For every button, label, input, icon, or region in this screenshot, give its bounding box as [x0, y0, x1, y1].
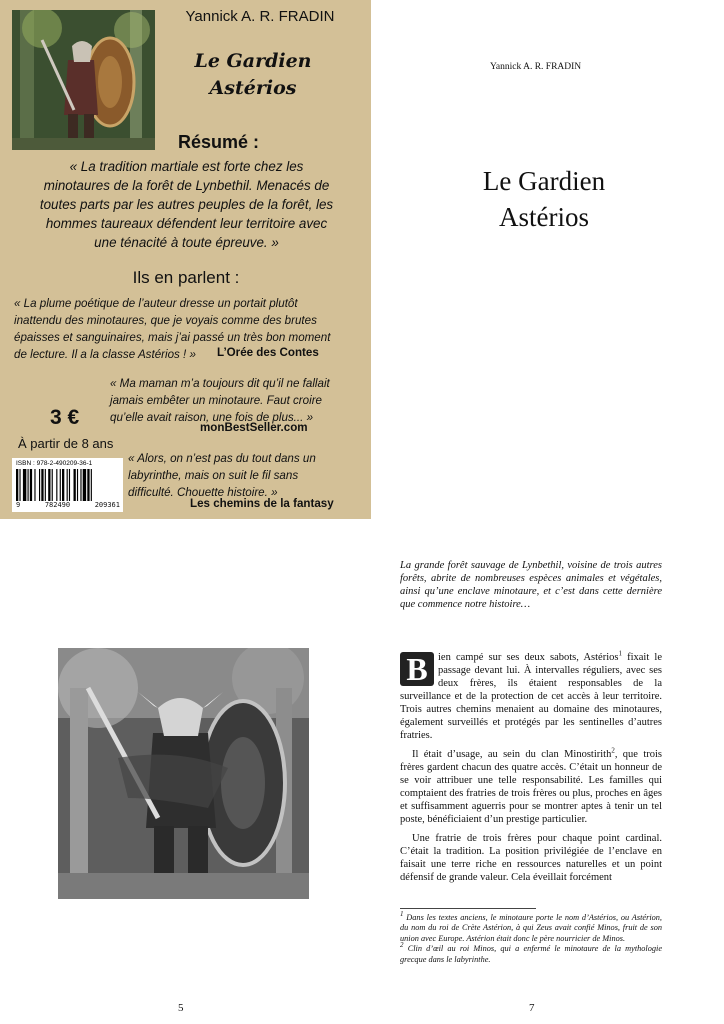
barcode-digit-group: 209361	[94, 501, 120, 509]
body-text	[400, 651, 662, 890]
page-number: 7	[529, 1002, 535, 1014]
footnote-marker-2[interactable]: 2	[611, 746, 615, 755]
resume-text	[14, 157, 359, 252]
barcode	[12, 458, 123, 512]
cover-illustration-minotaur	[12, 10, 155, 150]
reviews-heading: Ils en parlent :	[132, 268, 240, 287]
age-range: À partir de 8 ans	[18, 436, 114, 451]
resume-line: « La tradition martiale est forte chez les	[69, 159, 304, 174]
back-cover	[0, 0, 371, 519]
barcode-bar	[16, 469, 18, 501]
footnote-2-text: Clin d’œil au roi Minos, qui a enfermé le minotaure de la mythologie grecque dans le labyrinthe.	[400, 944, 663, 964]
barcode-bar	[28, 469, 29, 501]
paragraph-2	[400, 748, 662, 826]
barcode-digits	[16, 501, 120, 509]
cover-title	[178, 48, 328, 102]
review-line: de lecture. Il a la classe Astérios ! »	[14, 348, 196, 361]
cover-author: Yannick A. R. FRADIN	[185, 8, 335, 25]
paragraph-1-part-b: fixait le passage devant lui. À intervalles réguliers, avec ses deux frères, ils étaient responsables de la surveillance et de la protection de cet accès à leur territoire. Trois autres chemins menaient au domaine des minotaures, également surveillés et protégés par les sentinelles d’autres fratries.	[400, 652, 662, 741]
footnote-1-number: 1	[400, 910, 404, 919]
review-line: « Alors, on n’est pas du tout dans un	[128, 452, 316, 465]
barcode-bar	[23, 469, 26, 501]
page-number: 5	[178, 1002, 184, 1014]
drop-cap: B	[400, 652, 434, 686]
barcode-bar	[87, 469, 89, 501]
isbn-label: ISBN : 978-2-490209-36-1	[16, 460, 93, 467]
barcode-bar	[83, 469, 86, 501]
paragraph-3: Une fratrie de trois frères pour chaque point cardinal. C’était la tradition. La position privilégiée de l’enclave en faisait une terre riche en ressources naturelles et un point défensif de grande valeur. Cela éveillait forcément	[400, 833, 662, 883]
paragraph-2-part-b: , que trois frères gardent chacun des quatre accès. C’était un honneur de se voir attribuer une telle responsabilité. Les familles qui comptaient des fratries de trois frères ou plus, proches en âges et suffisamment aguerris pour se montrer aptes à tenir un tel poste, bénéficiaient d’un prestige particulier.	[400, 749, 662, 825]
review-line: « La plume poétique de l’auteur dresse un portait plutôt	[14, 297, 298, 310]
barcode-bar	[67, 469, 68, 501]
barcode-bar	[34, 469, 35, 501]
paragraph-2-part-a: Il était d’usage, au sein du clan Minostirith	[412, 749, 612, 760]
intro-paragraph: La grande forêt sauvage de Lynbethil, voisine de trois autres forêts, abrite de nombreuses espèces animales et végétales, ainsi qu’une enclave minotaure, et c’est dans cette dernière que commence notre histoire…	[400, 560, 662, 610]
barcode-bar	[91, 469, 92, 501]
barcode-bar	[60, 469, 61, 501]
barcode-bar	[74, 469, 76, 501]
barcode-bar	[41, 469, 43, 501]
barcode-bar	[77, 469, 78, 501]
resume-line: hommes taureaux défendent leur territoire avec	[45, 216, 328, 231]
resume-heading: Résumé :	[178, 132, 260, 152]
review-quote-3	[128, 450, 360, 501]
review-source-1: L’Orée des Contes	[217, 346, 319, 359]
review-quote-2	[110, 375, 360, 426]
barcode-bar	[62, 469, 64, 501]
title-page-author: Yannick A. R. FRADIN	[490, 62, 582, 72]
review-line: jamais embêter un minotaure. Faut croire	[110, 394, 322, 407]
cover-title-line2: Astérios	[209, 77, 297, 99]
title-page-title	[444, 163, 644, 235]
footnote-2-number: 2	[400, 941, 404, 950]
barcode-bar	[19, 469, 20, 501]
review-line: épaisses et sanguinaires, mais j’ai passé un très bon moment	[14, 331, 331, 344]
review-line: « Ma maman m’a toujours dit qu’il ne fallait	[110, 377, 330, 390]
title-page-title-line2: Astérios	[499, 202, 589, 232]
barcode-bar	[52, 469, 53, 501]
footnote-2	[400, 941, 663, 965]
barcode-bar	[30, 469, 32, 501]
footnote-1-text: Dans les textes anciens, le minotaure porte le nom d’Astérios, ou Astérion, du nom du roi de Crète Astérion, à qui Zeus avait confié Minos, fruit de son union avec Europe. Astérion était donc le père nourricier de Minos.	[400, 913, 662, 943]
barcode-bar	[48, 469, 50, 501]
footnote-divider	[400, 908, 536, 909]
barcode-bar	[56, 469, 57, 501]
paragraph-1-part-a: ien campé sur ses deux sabots, Astérios	[438, 652, 619, 663]
barcode-bar	[69, 469, 70, 501]
review-source-2: monBestSeller.com	[200, 421, 308, 434]
footnotes	[400, 910, 663, 965]
barcode-digit-group: 782490	[44, 501, 71, 509]
paragraph-1	[400, 651, 662, 742]
price: 3 €	[50, 406, 80, 429]
barcode-digit-group: 9	[16, 501, 21, 509]
inner-illustration-minotaur	[58, 648, 309, 899]
barcode-bar	[45, 469, 46, 501]
cover-title-line1: Le Gardien	[194, 50, 312, 72]
review-line: inattendu des minotaures, que je voyais comme des brutes	[14, 314, 317, 327]
footnote-marker-1[interactable]: 1	[618, 649, 622, 658]
review-line: difficulté. Chouette histoire. »	[128, 486, 278, 499]
title-page-title-line1: Le Gardien	[482, 166, 606, 196]
review-line: labyrinthe, mais on suit le fil sans	[128, 469, 299, 482]
resume-line: toutes parts par les autres peuples de la forêt, les	[39, 197, 334, 212]
review-source-3: Les chemins de la fantasy	[190, 497, 334, 510]
footnote-1	[400, 910, 662, 944]
review-line: qu’elle avait raison, une fois de plus... »	[110, 411, 314, 424]
barcode-bar	[39, 469, 40, 501]
resume-line: minotaures de la forêt de Lynbethil. Menacés de	[43, 178, 330, 193]
barcode-bars	[16, 469, 120, 501]
resume-line: une ténacité à toute épreuve. »	[94, 235, 279, 250]
barcode-bar	[80, 469, 81, 501]
